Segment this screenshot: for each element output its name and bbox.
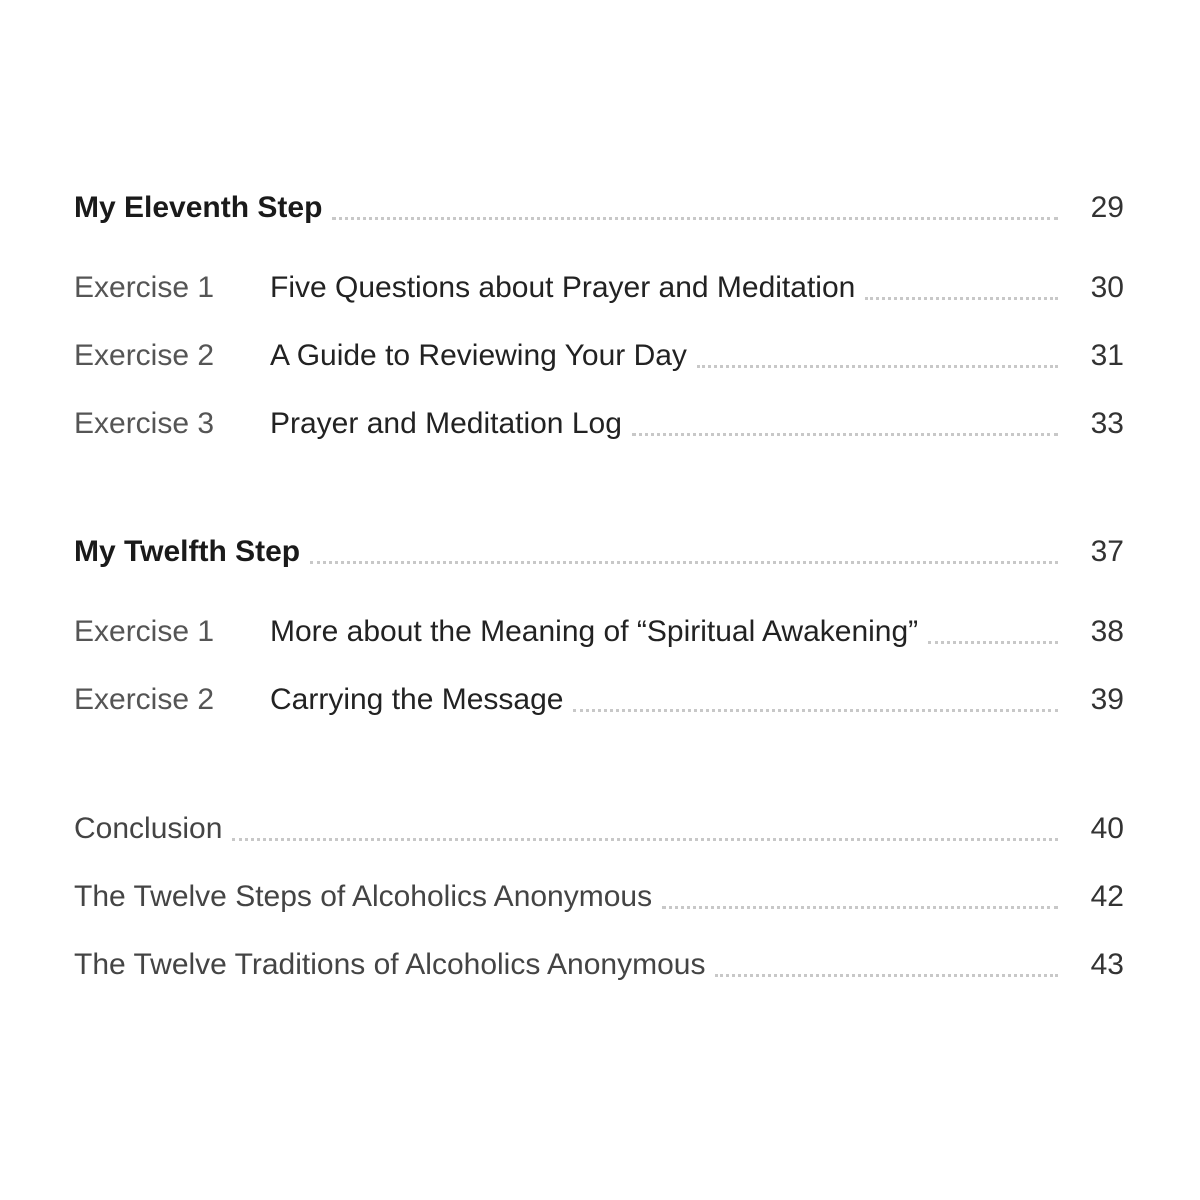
toc-title: A Guide to Reviewing Your Day (270, 339, 687, 372)
toc-entry-conclusion[interactable] (74, 809, 1124, 849)
toc-title: The Twelve Traditions of Alcoholics Anonymous (74, 948, 706, 981)
dot-leader (928, 641, 1058, 644)
toc-entry[interactable] (74, 336, 1124, 376)
exercise-label: Exercise 1 (74, 271, 215, 304)
page-number: 29 (1090, 191, 1124, 224)
dot-leader (332, 217, 1058, 220)
page-number: 43 (1090, 948, 1124, 981)
page-number: 40 (1090, 812, 1124, 845)
dot-leader (573, 709, 1058, 712)
dot-leader (865, 297, 1058, 300)
page-number: 39 (1090, 683, 1124, 716)
toc-entry[interactable] (74, 612, 1124, 652)
exercise-label: Exercise 2 (74, 339, 215, 372)
toc-title: Five Questions about Prayer and Meditation (270, 271, 856, 304)
page-number: 37 (1090, 535, 1124, 568)
toc-entry-twelve-traditions[interactable] (74, 945, 1124, 985)
toc-heading-eleventh-step[interactable] (74, 188, 1124, 228)
dot-leader (632, 433, 1058, 436)
toc-title: More about the Meaning of “Spiritual Awakening” (270, 615, 919, 648)
toc-title: Carrying the Message (270, 683, 564, 716)
toc-entry[interactable] (74, 404, 1124, 444)
dot-leader (310, 561, 1058, 564)
toc-title: Conclusion (74, 812, 223, 845)
toc-entry-twelve-steps[interactable] (74, 877, 1124, 917)
dot-leader (715, 974, 1058, 977)
exercise-label: Exercise 2 (74, 683, 215, 716)
toc-title: Prayer and Meditation Log (270, 407, 622, 440)
exercise-label: Exercise 3 (74, 407, 215, 440)
page-number: 33 (1090, 407, 1124, 440)
dot-leader (662, 906, 1058, 909)
page-number: 38 (1090, 615, 1124, 648)
toc-entry[interactable] (74, 680, 1124, 720)
dot-leader (697, 365, 1058, 368)
toc-heading-twelfth-step[interactable] (74, 532, 1124, 572)
toc-title: The Twelve Steps of Alcoholics Anonymous (74, 880, 653, 913)
toc-entry[interactable] (74, 268, 1124, 308)
toc-title: My Eleventh Step (74, 191, 323, 224)
exercise-label: Exercise 1 (74, 615, 215, 648)
toc-title: My Twelfth Step (74, 535, 301, 568)
page-number: 30 (1090, 271, 1124, 304)
dot-leader (232, 838, 1058, 841)
page-number: 42 (1090, 880, 1124, 913)
page-number: 31 (1090, 339, 1124, 372)
